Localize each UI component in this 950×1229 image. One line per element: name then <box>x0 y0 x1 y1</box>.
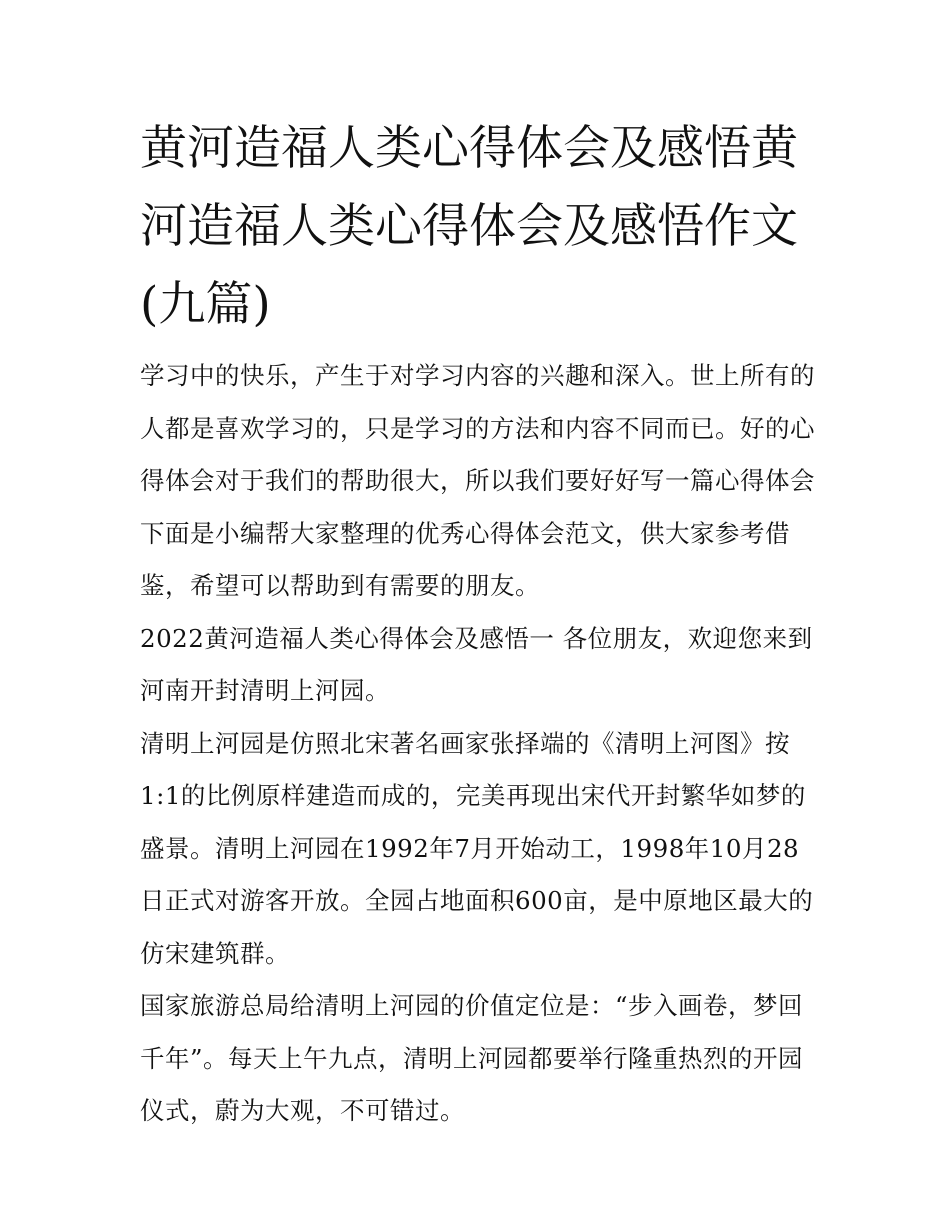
body-paragraph: 清明上河园是仿照北宋著名画家张择端的《清明上河图》按1:1的比例原样建造而成的，完美再现出宋代开封繁华如梦的盛景。清明上河园在1992年7月开始动工，1998年10月28日正式对游客开放。全园占地面积600亩，是中原地区最大的仿宋建筑群。 <box>140 728 814 968</box>
body-paragraph: 国家旅游总局给清明上河园的价值定位是：“步入画卷，梦回千年”。每天上午九点，清明上河园都要举行隆重热烈的开园仪式，蔚为大观，不可错过。 <box>140 991 804 1125</box>
intro-paragraph: 学习中的快乐，产生于对学习内容的兴趣和深入。世上所有的人都是喜欢学习的，只是学习的方法和内容不同而已。好的心得体会对于我们的帮助很大，所以我们要好好写一篇心得体会下面是小编帮大家整理的优秀心得体会范文，供大家参考借鉴，希望可以帮助到有需要的朋友。 <box>140 361 815 600</box>
document-body <box>140 110 820 1138</box>
section-heading-paragraph: 2022黄河造福人类心得体会及感悟一 各位朋友，欢迎您来到河南开封清明上河园。 <box>140 623 813 705</box>
document-title: 黄河造福人类心得体会及感悟黄河造福人类心得体会及感悟作文(九篇) <box>140 121 798 332</box>
